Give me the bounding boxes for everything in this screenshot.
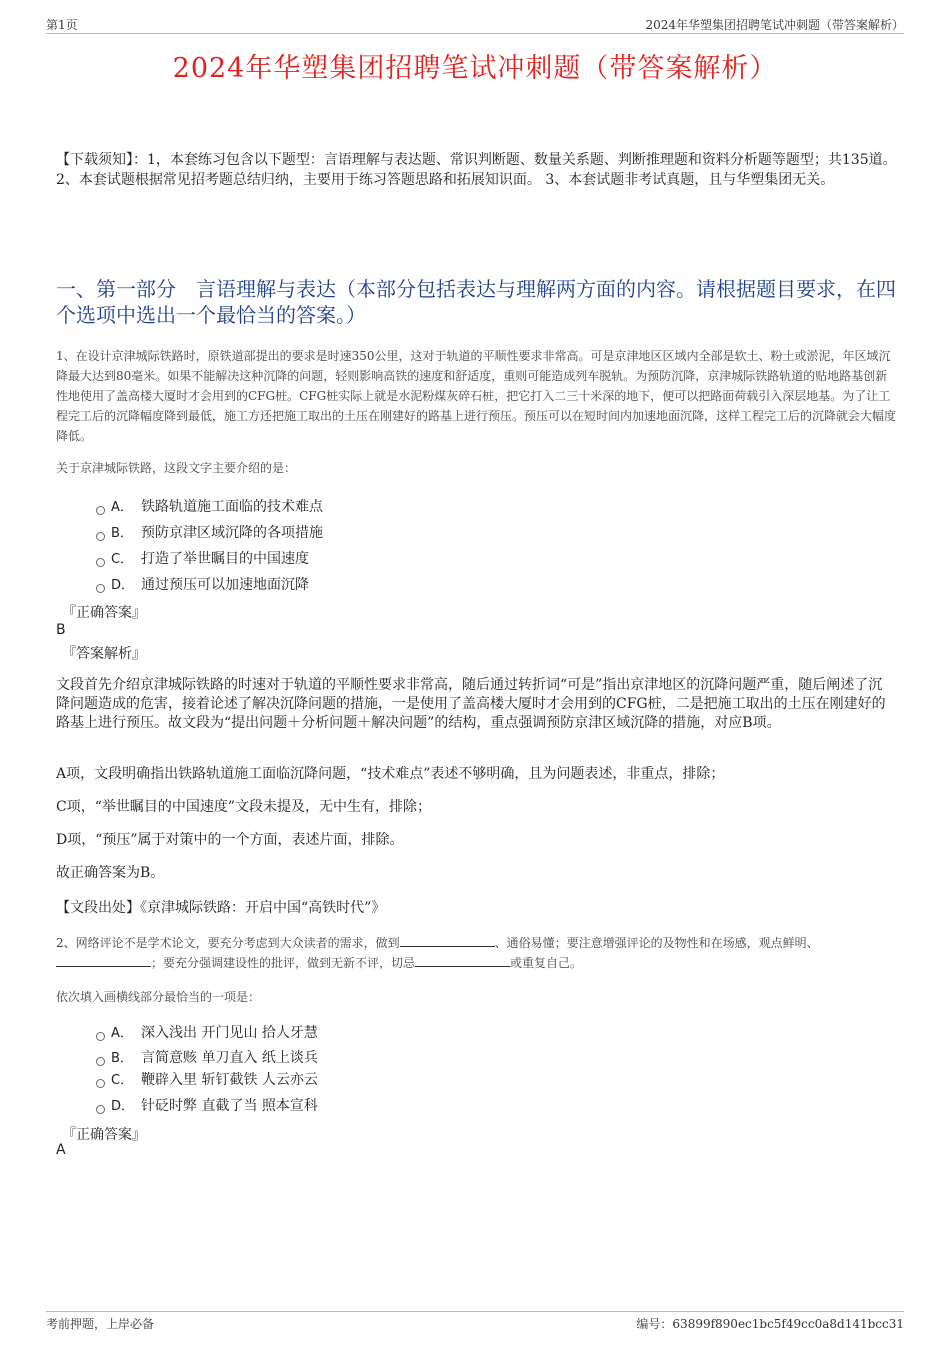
q2-text: 2、网络评论不是学术论文，要充分考虑到大众读者的需求，做到 [56, 936, 400, 950]
radio-icon[interactable] [96, 558, 105, 567]
q1-option-d[interactable] [96, 574, 309, 594]
option-text: 预防京津区域沉降的各项措施 [141, 525, 323, 541]
radio-icon[interactable] [96, 1079, 105, 1088]
fill-blank [415, 955, 510, 967]
q1-option-a[interactable] [96, 496, 323, 516]
option-text: 针砭时弊 直截了当 照本宣科 [141, 1098, 318, 1114]
analysis-paragraph: 文段首先介绍京津城际铁路的时速对于轨道的平顺性要求非常高，随后通过转折词“可是”指出京津地区的沉降问题严重，随后阐述了沉降问题造成的危害，接着论述了解决沉降问题的措施，一是使用了盖高楼大厦时才会用到的CFG桩，二是把施工取出的土压在刚建好的路基上进行预压。故文段为“提出问题＋分析问题＋解决问题”的结构，重点强调预防京津区域沉降的措施，对应B项。 [56, 677, 886, 731]
q1-option-c[interactable] [96, 548, 309, 568]
answer-value: A [56, 1142, 66, 1158]
footer-doc-id: 编号：63899f890ec1bc5f49cc0a8d141bcc31 [636, 1317, 904, 1331]
analysis-paragraph: C项，“举世瞩目的中国速度”文段未提及，无中生有，排除； [56, 799, 432, 815]
download-notice: 【下载须知】：1，本套练习包含以下题型：言语理解与表达题、常识判断题、数量关系题、判断推理题和资料分析题等题型；共135道。 2、本套试题根据常见招考题总结归纳，主要用于练习答题思路和拓展知识面。 3、本套试题非考试真题，且与华塑集团无关。 [56, 152, 897, 188]
footer-slogan: 考前押题，上岸必备 [46, 1317, 155, 1331]
q2-text: 或重复自己。 [510, 956, 583, 970]
radio-icon[interactable] [96, 1105, 105, 1114]
option-text: 深入浅出 开门见山 拾人牙慧 [141, 1025, 318, 1041]
analysis-paragraph: D项，“预压”属于对策中的一个方面，表述片面，排除。 [56, 832, 404, 848]
option-text: 言简意赅 单刀直入 纸上谈兵 [141, 1050, 318, 1066]
source-note: 【文段出处】《京津城际铁路：开启中国“高铁时代”》 [56, 900, 386, 916]
page-footer [46, 1311, 904, 1333]
option-letter: D． [111, 578, 135, 593]
radio-icon[interactable] [96, 1032, 105, 1041]
question-2-prompt: 依次填入画横线部分最恰当的一项是： [56, 990, 261, 1004]
radio-icon[interactable] [96, 506, 105, 515]
option-text: 通过预压可以加速地面沉降 [141, 577, 309, 593]
q2-option-d[interactable] [96, 1095, 318, 1115]
question-2-passage [56, 933, 896, 973]
option-letter: C． [111, 552, 134, 567]
option-letter: A． [111, 500, 133, 515]
section-heading: 一、第一部分 言语理解与表达（本部分包括表达与理解两方面的内容。请根据题目要求，在四个选项中选出一个最恰当的答案。） [56, 277, 896, 327]
option-text: 铁路轨道施工面临的技术难点 [141, 499, 323, 515]
option-letter: C． [111, 1073, 134, 1088]
option-text: 鞭辟入里 斩钉截铁 人云亦云 [141, 1072, 318, 1088]
fill-blank [400, 935, 495, 947]
option-letter: D． [111, 1099, 135, 1114]
document-title: 2024年华塑集团招聘笔试冲刺题（带答案解析） [172, 53, 778, 84]
analysis-conclusion: 故正确答案为B。 [56, 865, 165, 881]
option-letter: B． [111, 1051, 133, 1066]
q2-text: 、通俗易懂；要注意增强评论的及物性和在场感，观点鲜明、 [494, 936, 819, 950]
question-1-prompt: 关于京津城际铁路，这段文字主要介绍的是： [56, 461, 297, 475]
option-letter: A． [111, 1026, 133, 1041]
radio-icon[interactable] [96, 1057, 105, 1066]
page-header [46, 14, 904, 34]
question-1-passage: 1、在设计京津城际铁路时，原铁道部提出的要求是时速350公里，这对于轨道的平顺性要求非常高。可是京津地区区域内全部是软土、粉土或淤泥，年区域沉降最大达到80毫米。如果不能解决这种沉降的问题，轻则影响高铁的速度和舒适度，重则可能造成列车脱轨。为预防沉降，京津城际铁路轨道的贴地路基创新性地使用了盖高楼大厦时才会用到的CFG桩。CFG桩实际上就是水泥粉煤灰碎石桩，把它打入二三十米深的地下，便可以把路面荷载引入深层地基。为了让工程完工后的沉降幅度降到最低，施工方还把施工取出的土压在刚建好的路基上进行预压。预压可以在短时间内加速地面沉降，这样工程完工后的沉降就会大幅度降低。 [56, 349, 897, 443]
option-letter: B． [111, 526, 133, 541]
option-text: 打造了举世瞩目的中国速度 [141, 551, 309, 567]
answer-value: B [56, 622, 66, 638]
q2-option-b[interactable] [96, 1047, 318, 1067]
analysis-paragraph: A项，文段明确指出铁路轨道施工面临沉降问题，“技术难点”表述不够明确，且为问题表述，非重点，排除； [56, 766, 725, 782]
radio-icon[interactable] [96, 532, 105, 541]
q2-option-c[interactable] [96, 1069, 318, 1089]
radio-icon[interactable] [96, 584, 105, 593]
header-doc-title: 2024年华塑集团招聘笔试冲刺题（带答案解析） [645, 18, 904, 32]
answer-heading: 『正确答案』 [62, 1127, 146, 1143]
q1-option-b[interactable] [96, 522, 323, 542]
analysis-heading: 『答案解析』 [62, 646, 146, 662]
fill-blank [56, 955, 151, 967]
q2-option-a[interactable] [96, 1022, 318, 1042]
page-number: 第1页 [46, 18, 78, 32]
answer-heading: 『正确答案』 [62, 605, 146, 621]
q2-text: ；要充分强调建设性的批评，做到无新不评，切忌 [151, 956, 416, 970]
